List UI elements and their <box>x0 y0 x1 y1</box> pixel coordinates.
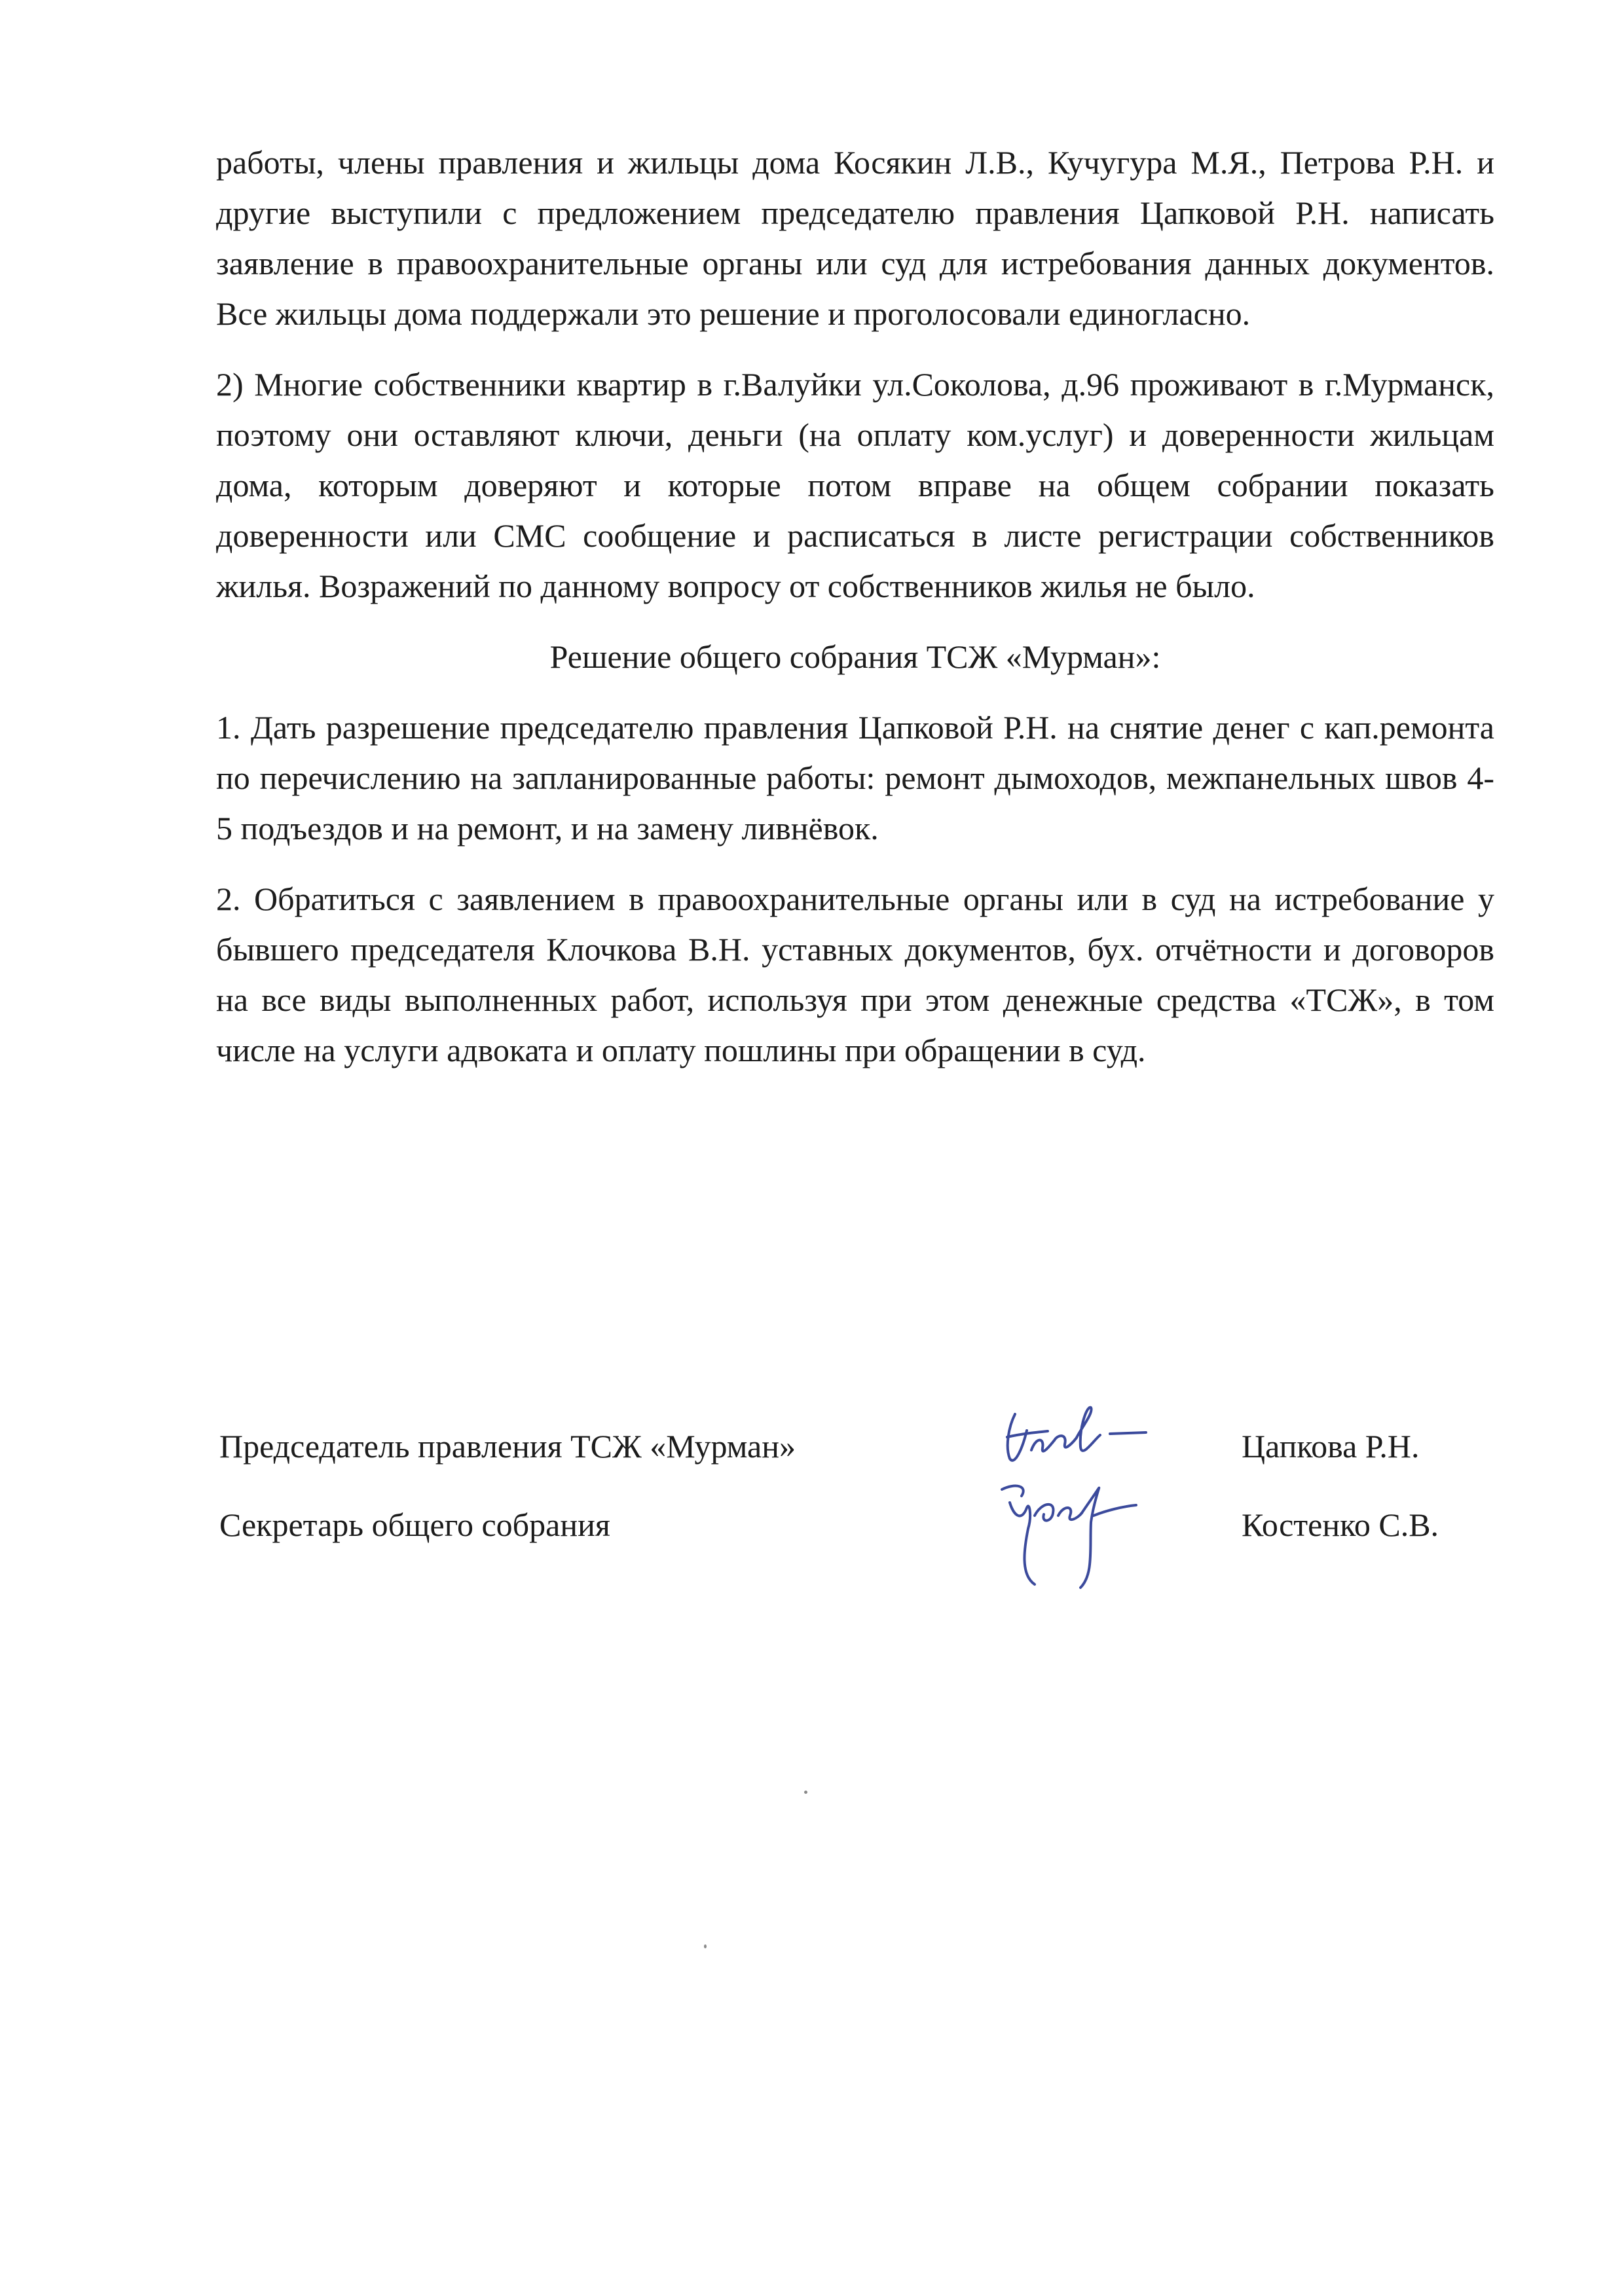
signature-name-secretary: Костенко С.В. <box>1242 1506 1439 1543</box>
paragraph-owners-proxies: 2) Многие собственники квартир в г.Валуйки ул.Соколова, д.96 проживают в г.Мурманск, поэтому они оставляют ключи, деньги (на оплату ком.услуг) и доверенности жильцам дома, которым доверяют и которые потом вправе на общем собрании показать доверенности или СМС сообщение и расписаться в листе регистрации собственников жилья. Возражений по данному вопросу от собственников жилья не было. <box>216 366 1494 604</box>
decision-heading: Решение общего собрания ТСЖ «Мурман»: <box>549 638 1161 675</box>
paper-speck <box>804 1791 807 1794</box>
paper-speck <box>704 1944 707 1948</box>
signature-name-chairman: Цапкова Р.Н. <box>1242 1428 1420 1465</box>
signature-block <box>216 1414 1494 1611</box>
signature-role-secretary: Секретарь общего собрания <box>219 1506 610 1543</box>
chairman-handwritten-signature <box>995 1401 1192 1480</box>
secretary-handwritten-signature <box>995 1476 1192 1594</box>
document-body <box>216 137 1494 1096</box>
decision-item-2: 2. Обратиться с заявлением в правоохранительные органы или в суд на истребование у бывшего председателя Клочкова В.Н. уставных документов, бух. отчётности и договоров на все виды выполненных работ, используя при этом денежные средства «ТСЖ», в том числе на услуги адвоката и оплату пошлины при обращении в суд. <box>216 881 1494 1068</box>
signature-row-chairman <box>216 1427 1494 1480</box>
decision-item-1: 1. Дать разрешение председателю правления Цапковой Р.Н. на снятие денег с кап.ремонта по перечислению на запланированные работы: ремонт дымоходов, межпанельных швов 4-5 подъездов и на ремонт, и на замену ливнёвок. <box>216 709 1494 847</box>
signature-row-secretary <box>216 1506 1494 1558</box>
paragraph-residents-proposal: работы, члены правления и жильцы дома Косякин Л.В., Кучугура М.Я., Петрова Р.Н. и другие выступили с предложением председателю правления Цапковой Р.Н. написать заявление в правоохранительные органы или суд для истребования данных документов. Все жильцы дома поддержали это решение и проголосовали единогласно. <box>216 144 1494 332</box>
signature-role-chairman: Председатель правления ТСЖ «Мурман» <box>219 1428 796 1465</box>
